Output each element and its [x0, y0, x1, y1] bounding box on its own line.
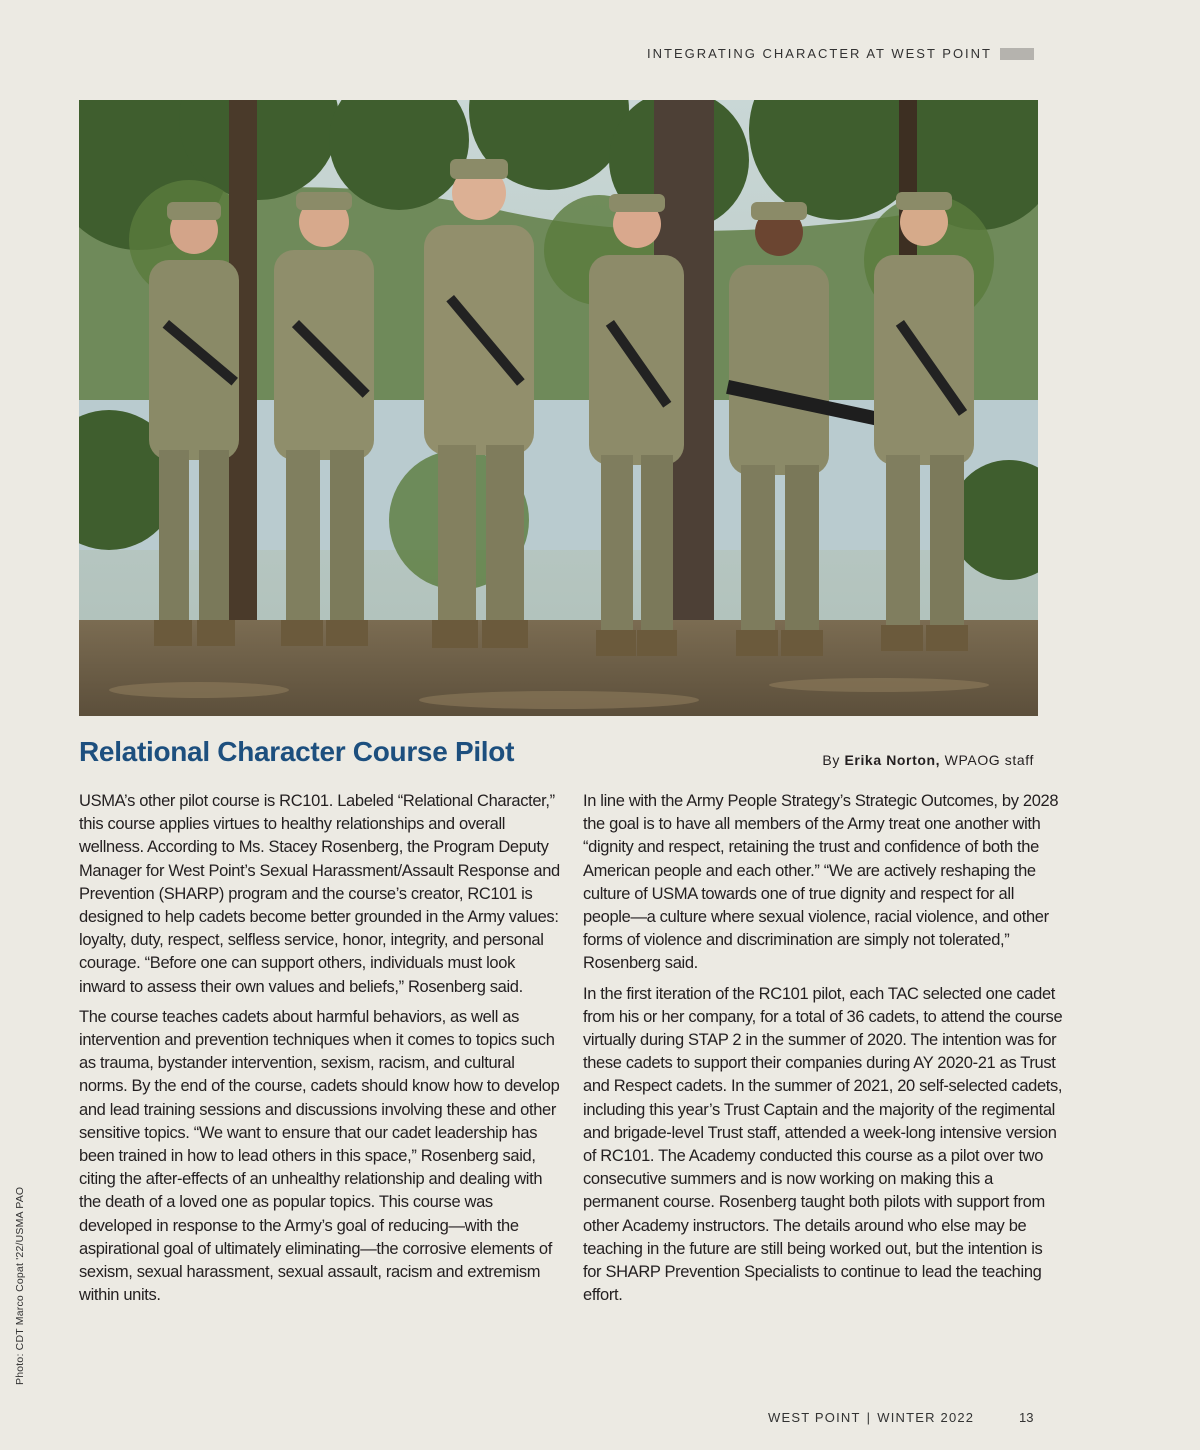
byline-prefix: By	[822, 752, 840, 768]
paragraph: In line with the Army People Strategy’s Strategic Outcomes, by 2028 the goal is to have all members of the Army treat one another with “dignity and respect, retaining the trust and confidence of both the American people and each other.” “We are actively reshaping the culture of USMA towards one of true dignity and respect for all people—a culture where sexual violence, racial violence, and other forms of violence and discrimination are simply not tolerated,” Rosenberg said.	[583, 792, 1059, 973]
running-head	[647, 46, 1034, 61]
paragraph: In the first iteration of the RC101 pilot, each TAC selected one cadet from his or her company, for a total of 36 cadets, to attend the course virtually during STAP 2 in the summer of 2020. The intention was for these cadets to support their companies during AY 2020-21 as Trust and Respect cadets. In the summer of 2021, 20 self-selected cadets, including this year’s Trust Captain and the majority of the regimental and brigade-level Trust staff, attended a week-long intensive version of RC101. The Academy conducted this course as a pilot over two consecutive summers and is now working on making this a permanent course. Rosenberg taught both pilots with support from other Academy instructors. The details around who else may be teaching in the future are still being worked out, but the intention is for SHARP Prevention Specialists to continue to lead the teaching effort.	[583, 984, 1063, 1305]
article-column-left	[79, 790, 565, 1314]
issue-label: WINTER 2022	[877, 1410, 975, 1425]
article-title: Relational Character Course Pilot	[79, 736, 515, 767]
article-column-right	[583, 790, 1063, 1314]
author-affiliation: WPAOG staff	[944, 752, 1034, 768]
footer-separator: |	[866, 1410, 872, 1425]
publication-name: WEST POINT	[768, 1410, 861, 1425]
byline	[822, 752, 1034, 768]
header-bar-decoration	[1000, 48, 1034, 60]
photo-credit: Photo: CDT Marco Copat '22/USMA PAO	[14, 1186, 26, 1385]
cadets-group-photo	[79, 100, 1038, 716]
page-number: 13	[1019, 1410, 1034, 1425]
page-footer	[768, 1410, 974, 1425]
author-name: Erika Norton,	[844, 752, 941, 768]
section-title: INTEGRATING CHARACTER AT WEST POINT	[647, 46, 992, 61]
paragraph: USMA’s other pilot course is RC101. Labeled “Relational Character,” this course applies virtues to healthy relationships and overall wellness. According to Ms. Stacey Rosenberg, the Program Deputy Manager for West Point’s Sexual Harassment/Assault Response and Prevention (SHARP) program and the course’s creator, RC101 is designed to help cadets become better grounded in the Army values: loyalty, duty, respect, selfless service, honor, integrity, and personal courage. “Before one can support others, individuals must look inward to assess their own values and beliefs,” Rosenberg said.	[79, 792, 560, 996]
paragraph: The course teaches cadets about harmful behaviors, as well as intervention and prevention techniques when it comes to topics such as trauma, bystander intervention, sexism, racism, and cultural norms. By the end of the course, cadets should know how to develop and lead training sessions and discussions involving these and other sensitive topics. “We want to ensure that our cadet leadership has been trained in how to lead others in this space,” Rosenberg said, citing the after-effects of an unhealthy relationship and dealing with the death of a loved one as popular topics. This course was developed in response to the Army’s goal of reducing—with the aspirational goal of ultimately eliminating—the corrosive elements of sexism, sexual harassment, sexual assault, racism and extremism within units.	[79, 1007, 560, 1305]
